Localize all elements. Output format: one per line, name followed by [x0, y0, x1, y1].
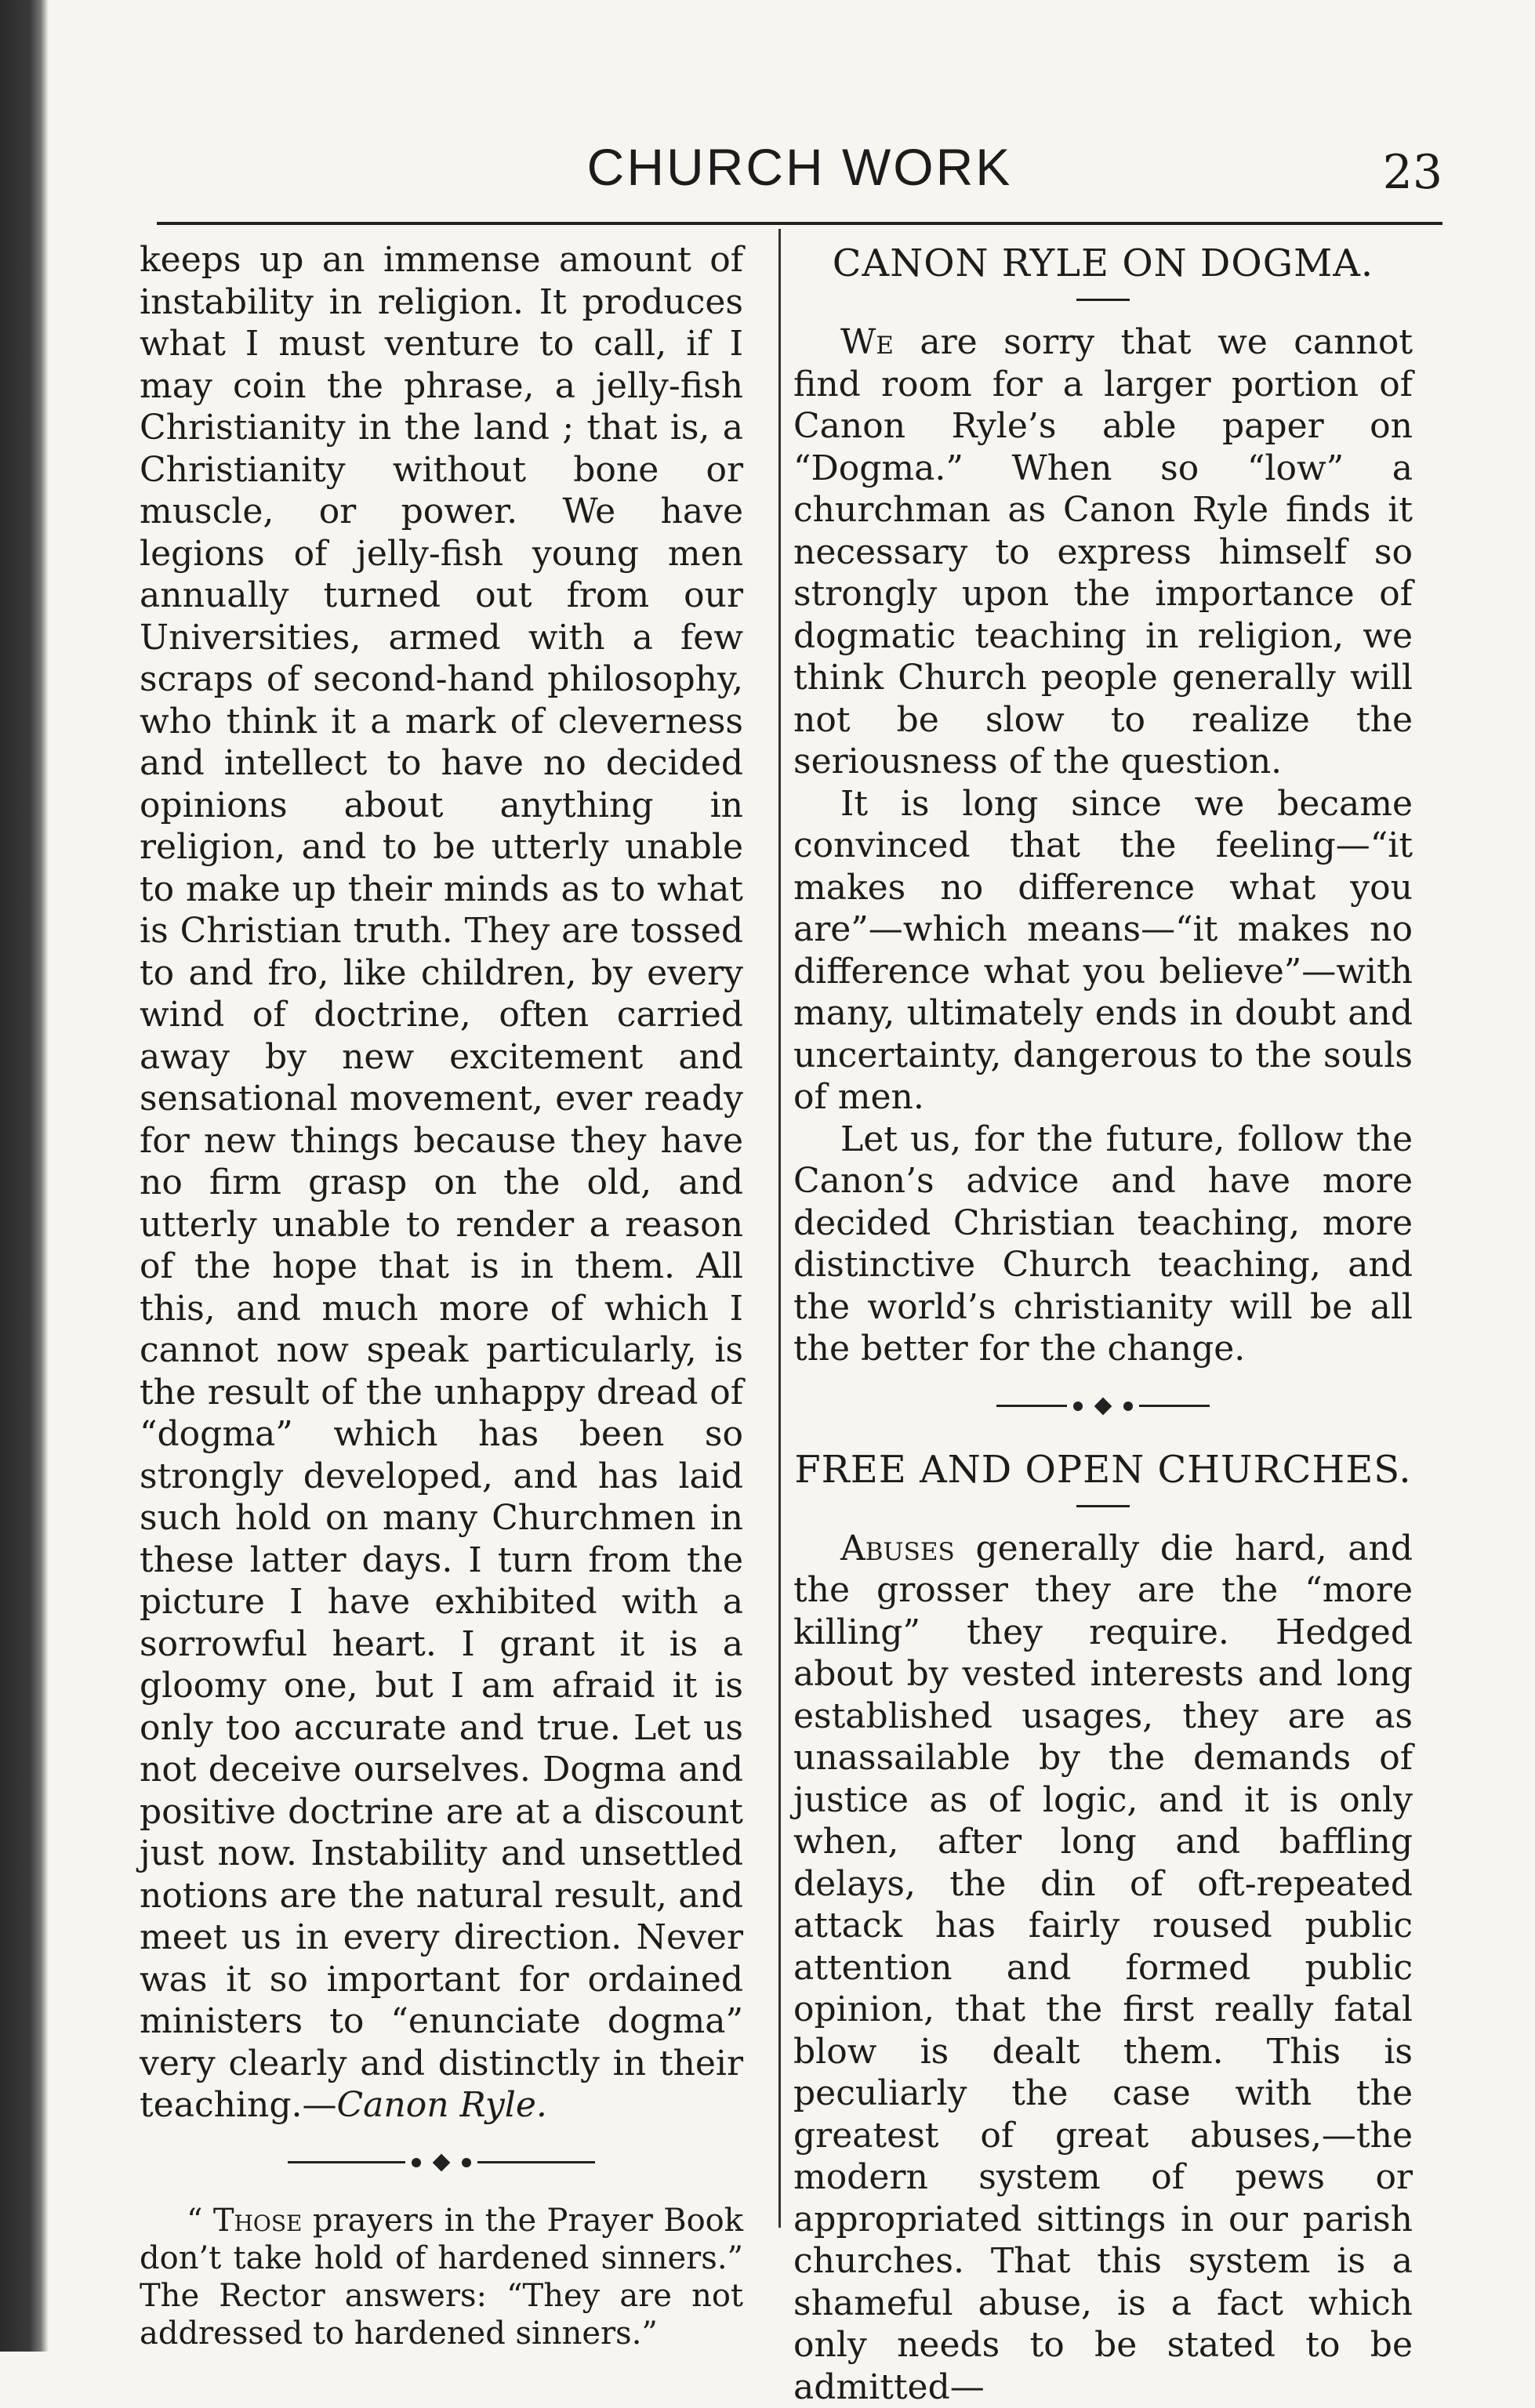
ornament-line: [1139, 1405, 1210, 1407]
heading-canon-ryle: CANON RYLE ON DOGMA.: [793, 239, 1413, 288]
right-column: [793, 239, 1413, 2408]
header-rule: [157, 222, 1442, 225]
paragraph: [793, 1528, 1413, 2408]
paragraph: It is long since we became convinced that the feeling—“it makes no difference what you are”—which means—“it makes no difference what you believe”—with many, ultimately ends in doubt and uncertainty, dangerous to the souls of men.: [793, 783, 1413, 1119]
anecdote-quote: [140, 2202, 743, 2352]
quote-lead: “ Those: [187, 2203, 303, 2239]
heading-rule: [1076, 1505, 1130, 1507]
ornament-divider: [793, 1398, 1413, 1414]
running-title: CHURCH WORK: [157, 137, 1442, 197]
binding-edge: [0, 0, 49, 2352]
ornament-dot: [1123, 1402, 1133, 1411]
page-number: 23: [1383, 145, 1442, 200]
ornament-divider: [140, 2155, 743, 2170]
page-header: [157, 137, 1442, 212]
paragraph-lead: Abuses: [840, 1529, 955, 1568]
ornament-dot: [462, 2158, 471, 2167]
ornament-line: [996, 1405, 1067, 1407]
ornament-dot: [1073, 1402, 1083, 1411]
ornament-diamond: [1094, 1397, 1112, 1415]
ornament-line: [288, 2161, 405, 2163]
paragraph: [793, 321, 1413, 783]
ornament-line: [477, 2161, 595, 2163]
paragraph-text: are sorry that we cannot find room for a larger portion of Canon Ryle’s able paper on “Dogma.” When so “low” a churchman as Canon Ryle finds it necessary to express himself so strongly upon the importance of dogmatic teaching in religion, we think Church people generally will not be slow to realize the seriousness of the question.: [793, 322, 1413, 782]
left-column: [140, 239, 743, 2352]
paragraph-lead: We: [840, 322, 894, 362]
ornament-diamond: [433, 2153, 451, 2171]
paragraph-text: generally die hard, and the grosser they are the “more killing” they require. Hedged about by vested interests and long established usages, they are as unassailable by the demands of justice as of logic, and it is only when, after long and baffling delays, the din of oft-repeated attack has fairly roused public attention and formed public opinion, that the first really fatal blow is dealt them. This is peculiarly the case with the greatest of great abuses,—the modern system of pews or appropriated sittings in our parish churches. That this system is a shameful abuse, is a fact which only needs to be stated to be admitted—: [793, 1529, 1413, 2407]
attribution: Canon Ryle.: [337, 2085, 547, 2125]
article-continuation: [140, 239, 743, 2127]
heading-free-open-churches: FREE AND OPEN CHURCHES.: [793, 1445, 1413, 1494]
column-divider: [778, 229, 781, 2228]
quote-text: prayers in the Prayer Book don’t take hold of hardened sinners.” The Rector answers: “They are not addressed to hardened sinners.”: [140, 2203, 743, 2352]
continuation-text: keeps up an immense amount of instability in religion. It produces what I must venture to call, if I may coin the phrase, a jelly-fish Christianity in the land ; that is, a Christianity without bone or muscle, or power. We have legions of jelly-fish young men annually turned out from our Universities, armed with a few scraps of second-hand philosophy, who think it a mark of cleverness and intellect to have no decided opinions about anything in religion, and to be utterly unable to make up their minds as to what is Christian truth. They are tossed to and fro, like children, by every wind of doctrine, often carried away by new excitement and sensational movement, ever ready for new things because they have no firm grasp on the old, and utterly unable to render a reason of the hope that is in them. All this, and much more of which I cannot now speak particularly, is the result of the unhappy dread of “dogma” which has been so strongly developed, and has laid such hold on many Churchmen in these latter days. I turn from the picture I have exhibited with a sorrowful heart. I grant it is a gloomy one, but I am afraid it is only too accurate and true. Let us not deceive ourselves. Dogma and positive doctrine are at a discount just now. Instability and unsettled notions are the natural result, and meet us in every direction. Never was it so important for ordained ministers to “enunciate dogma” very clearly and distinctly in their teaching.—: [140, 240, 743, 2125]
paragraph: Let us, for the future, follow the Canon’s advice and have more decided Christian teaching, more distinctive Church teaching, and the world’s christianity will be all the better for the change.: [793, 1119, 1413, 1370]
heading-rule: [1076, 299, 1130, 301]
ornament-dot: [412, 2158, 421, 2167]
